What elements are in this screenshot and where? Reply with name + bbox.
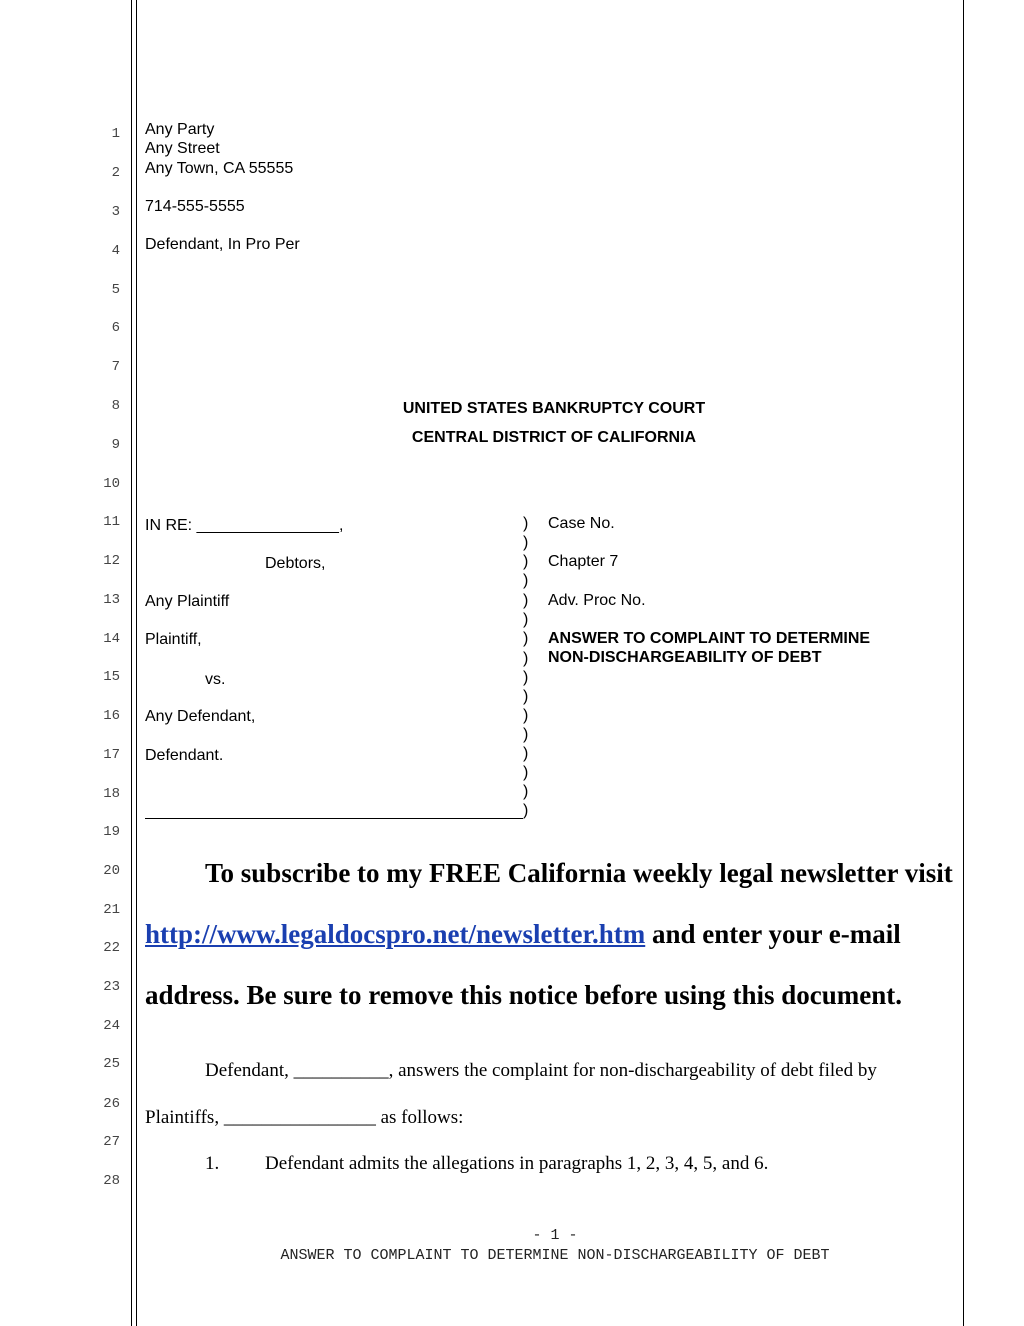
- item1-text: Defendant admits the allegations in paragraphs 1, 2, 3, 4, 5, and 6.: [265, 1153, 769, 1174]
- line-number: 18: [103, 786, 120, 802]
- line-number: 27: [103, 1134, 120, 1150]
- defendant-label: Defendant.: [145, 747, 224, 764]
- line-number: 16: [103, 708, 120, 724]
- line-number: 1: [111, 126, 120, 142]
- notice-line2-rest: and enter your e-mail: [645, 919, 901, 949]
- debtors-label: Debtors,: [265, 555, 326, 572]
- paren: ): [523, 630, 529, 647]
- paren: ): [523, 669, 529, 686]
- line-number: 21: [103, 902, 120, 918]
- item1-number: 1.: [205, 1153, 220, 1174]
- line-number: 9: [111, 437, 120, 453]
- versus-label: vs.: [205, 671, 226, 688]
- paren: ): [523, 688, 529, 705]
- line-number: 13: [103, 592, 120, 608]
- line-number: 12: [103, 553, 120, 569]
- plaintiff-name: Any Plaintiff: [145, 593, 230, 610]
- paren: ): [523, 534, 529, 551]
- line-number: 14: [103, 631, 120, 647]
- left-margin-rule-inner: [136, 0, 137, 1326]
- line-number: 15: [103, 669, 120, 685]
- line-number: 6: [111, 320, 120, 336]
- footer-title: ANSWER TO COMPLAINT TO DETERMINE NON-DISCHARGEABILITY OF DEBT: [280, 1247, 830, 1264]
- line-number: 25: [103, 1056, 120, 1072]
- notice-line3: address. Be sure to remove this notice before using this document.: [145, 980, 902, 1010]
- paren: ): [523, 783, 529, 800]
- line-number: 11: [103, 514, 120, 530]
- case-number: Case No.: [548, 515, 615, 532]
- party-city: Any Town, CA 55555: [145, 160, 294, 177]
- line-number: 20: [103, 863, 120, 879]
- party-name: Any Party: [145, 121, 215, 138]
- defendant-name: Any Defendant,: [145, 708, 256, 725]
- notice-line1: To subscribe to my FREE California weekly legal newsletter visit: [205, 858, 953, 888]
- paren: ): [523, 515, 529, 532]
- paren: ): [523, 726, 529, 743]
- line-number: 23: [103, 979, 120, 995]
- left-margin-rule-outer: [131, 0, 132, 1326]
- line-number: 2: [111, 165, 120, 181]
- line-number: 5: [111, 282, 120, 298]
- paren: ): [523, 611, 529, 628]
- paren: ): [523, 572, 529, 589]
- line-number: 17: [103, 747, 120, 763]
- paren: ): [523, 592, 529, 609]
- in-re-line: IN RE: ________________,: [145, 517, 344, 534]
- court-name: UNITED STATES BANKRUPTCY COURT: [402, 400, 706, 417]
- court-district: CENTRAL DISTRICT OF CALIFORNIA: [411, 429, 697, 446]
- adv-proc-number: Adv. Proc No.: [548, 592, 646, 609]
- notice-line2: [145, 919, 901, 950]
- line-number: 8: [111, 398, 120, 414]
- line-number: 24: [103, 1018, 120, 1034]
- line-number: 26: [103, 1096, 120, 1112]
- line-number: 19: [103, 824, 120, 840]
- line-number: 7: [111, 359, 120, 375]
- document-title-line1: ANSWER TO COMPLAINT TO DETERMINE: [548, 630, 871, 647]
- line-number: 10: [103, 476, 120, 492]
- paren: ): [523, 745, 529, 762]
- line-number: 28: [103, 1173, 120, 1189]
- caption-bottom-rule: [145, 818, 523, 819]
- paren: ): [523, 553, 529, 570]
- document-title-line2: NON-DISCHARGEABILITY OF DEBT: [548, 649, 822, 666]
- party-street: Any Street: [145, 140, 220, 157]
- party-role: Defendant, In Pro Per: [145, 236, 300, 253]
- body-para1-line2: Plaintiffs, ________________ as follows:: [145, 1107, 464, 1128]
- chapter: Chapter 7: [548, 553, 619, 570]
- paren: ): [523, 707, 529, 724]
- paren: ): [523, 650, 529, 667]
- body-para1-line1: Defendant, __________, answers the complaint for non-dischargeability of debt filed by: [205, 1060, 877, 1081]
- line-number: 22: [103, 940, 120, 956]
- newsletter-link[interactable]: http://www.legaldocspro.net/newsletter.htm: [145, 919, 646, 949]
- plaintiff-label: Plaintiff,: [145, 631, 202, 648]
- party-phone: 714-555-5555: [145, 198, 245, 215]
- line-number: 3: [111, 204, 120, 220]
- page-number: - 1 -: [532, 1227, 578, 1244]
- right-margin-rule: [963, 0, 964, 1326]
- paren: ): [523, 802, 529, 819]
- paren: ): [523, 764, 529, 781]
- line-number: 4: [111, 243, 120, 259]
